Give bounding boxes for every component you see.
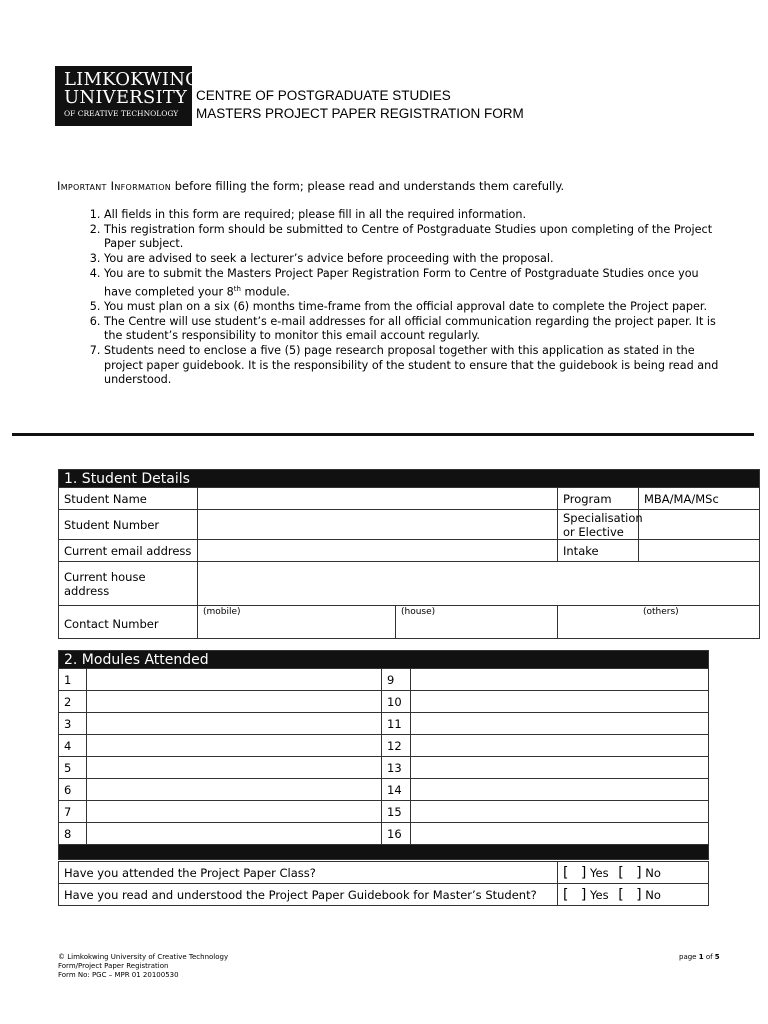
student-details-table [58,469,760,639]
list-item: 6. The Centre will use student’s e-mail addresses for all official communication regarding the project paper. It is the student’s responsibility to monitor this email account regularly. [104,315,724,344]
module-number: 14 [382,779,411,801]
module-number: 10 [382,691,411,713]
program-label: Program [558,488,639,510]
module-field[interactable] [87,713,382,735]
no-checkbox[interactable]: [ ] [618,864,642,881]
student-name-field[interactable] [198,488,558,510]
list-item-end: module. [240,285,290,299]
module-number: 9 [382,669,411,691]
module-field[interactable] [411,691,709,713]
university-logo [55,66,200,126]
module-field[interactable] [87,757,382,779]
mobile-field[interactable]: (mobile) [198,606,396,639]
module-number: 12 [382,735,411,757]
module-number: 13 [382,757,411,779]
student-name-label: Student Name [59,488,198,510]
page-total: 5 [714,953,720,961]
contact-label: Contact Number [59,606,198,639]
module-field[interactable] [87,735,382,757]
section-title-student: 1. Student Details [59,470,760,488]
question-project-class: Have you attended the Project Paper Class? [59,862,558,884]
module-number: 6 [59,779,87,801]
intake-field[interactable] [639,540,760,562]
page-number [679,953,720,962]
module-number: 7 [59,801,87,823]
important-information [57,179,564,193]
answer-guidebook [558,884,709,906]
email-label: Current email address [59,540,198,562]
module-number: 11 [382,713,411,735]
module-number: 4 [59,735,87,757]
module-field[interactable] [87,779,382,801]
centre-title: CENTRE OF POSTGRADUATE STUDIES [196,88,451,103]
specialisation-field[interactable] [639,510,760,540]
module-number: 1 [59,669,87,691]
module-field[interactable] [411,735,709,757]
logo-line1: LIMKOKWING [64,69,200,90]
page-current: 1 [698,953,704,961]
form-title: MASTERS PROJECT PAPER REGISTRATION FORM [196,106,524,121]
module-number: 16 [382,823,411,845]
questions-table [58,861,709,906]
module-field[interactable] [87,669,382,691]
list-item: 2. This registration form should be submitted to Centre of Postgraduate Studies upon completing of the Project Paper subject. [104,223,724,252]
module-field[interactable] [411,713,709,735]
no-label: No [645,887,661,902]
no-checkbox[interactable]: [ ] [618,886,642,903]
footer-form-number: Form No: PGC – MPR 01 20100530 [58,971,179,979]
list-item-text: You are to submit the Masters Project Paper Registration Form to Centre of Postgraduate Studies once you have completed your 8 [104,266,699,299]
intake-label: Intake [558,540,639,562]
module-field[interactable] [411,801,709,823]
important-text: before filling the form; please read and understands them carefully. [171,179,565,193]
footer-form-name: Form/Project Paper Registration [58,962,169,970]
footer-info [58,953,228,980]
list-item: 7. Students need to enclose a five (5) page research proposal together with this application as stated in the project paper guidebook. It is the responsibility of the student to ensure that the guidebook is being read and understood. [104,344,724,388]
module-number: 8 [59,823,87,845]
module-field[interactable] [87,691,382,713]
yes-label: Yes [590,865,609,880]
email-field[interactable] [198,540,558,562]
address-field[interactable] [198,562,760,606]
list-item: 5. You must plan on a six (6) months time-frame from the official approval date to complete the Project paper. [104,300,724,315]
list-item: 1. All fields in this form are required; please fill in all the required information. [104,208,724,223]
module-field[interactable] [411,669,709,691]
module-field[interactable] [87,823,382,845]
superscript: th [233,284,241,293]
student-number-field[interactable] [198,510,558,540]
yes-label: Yes [590,887,609,902]
student-number-label: Student Number [59,510,198,540]
logo-line3: OF CREATIVE TECHNOLOGY [64,109,179,118]
module-field[interactable] [411,823,709,845]
list-item [104,267,724,300]
modules-table [58,650,709,860]
module-number: 2 [59,691,87,713]
module-field[interactable] [411,757,709,779]
module-number: 3 [59,713,87,735]
module-field[interactable] [87,801,382,823]
footer-copyright: © Limkokwing University of Creative Technology [58,953,229,961]
important-label: Important Information [57,179,172,193]
section-divider [12,433,754,436]
house-field[interactable]: (house) [396,606,558,639]
answer-project-class [558,862,709,884]
list-item: 3. You are advised to seek a lecturer’s advice before proceeding with the proposal. [104,252,724,267]
module-number: 15 [382,801,411,823]
logo-line2: UNIVERSITY [64,87,188,108]
section-title-modules: 2. Modules Attended [59,651,709,669]
address-label: Current house address [59,562,198,606]
information-list [57,208,724,388]
page-prefix: page [679,953,699,961]
no-label: No [645,865,661,880]
page-of: of [703,953,715,961]
module-field[interactable] [411,779,709,801]
separator-bar [59,845,709,860]
question-guidebook: Have you read and understood the Project Paper Guidebook for Master’s Student? [59,884,558,906]
specialisation-label: Specialisation or Elective [558,510,639,540]
program-value: MBA/MA/MSc [639,488,760,510]
others-field[interactable]: (others) [558,606,760,639]
yes-checkbox[interactable]: [ ] [563,886,587,903]
module-number: 5 [59,757,87,779]
yes-checkbox[interactable]: [ ] [563,864,587,881]
